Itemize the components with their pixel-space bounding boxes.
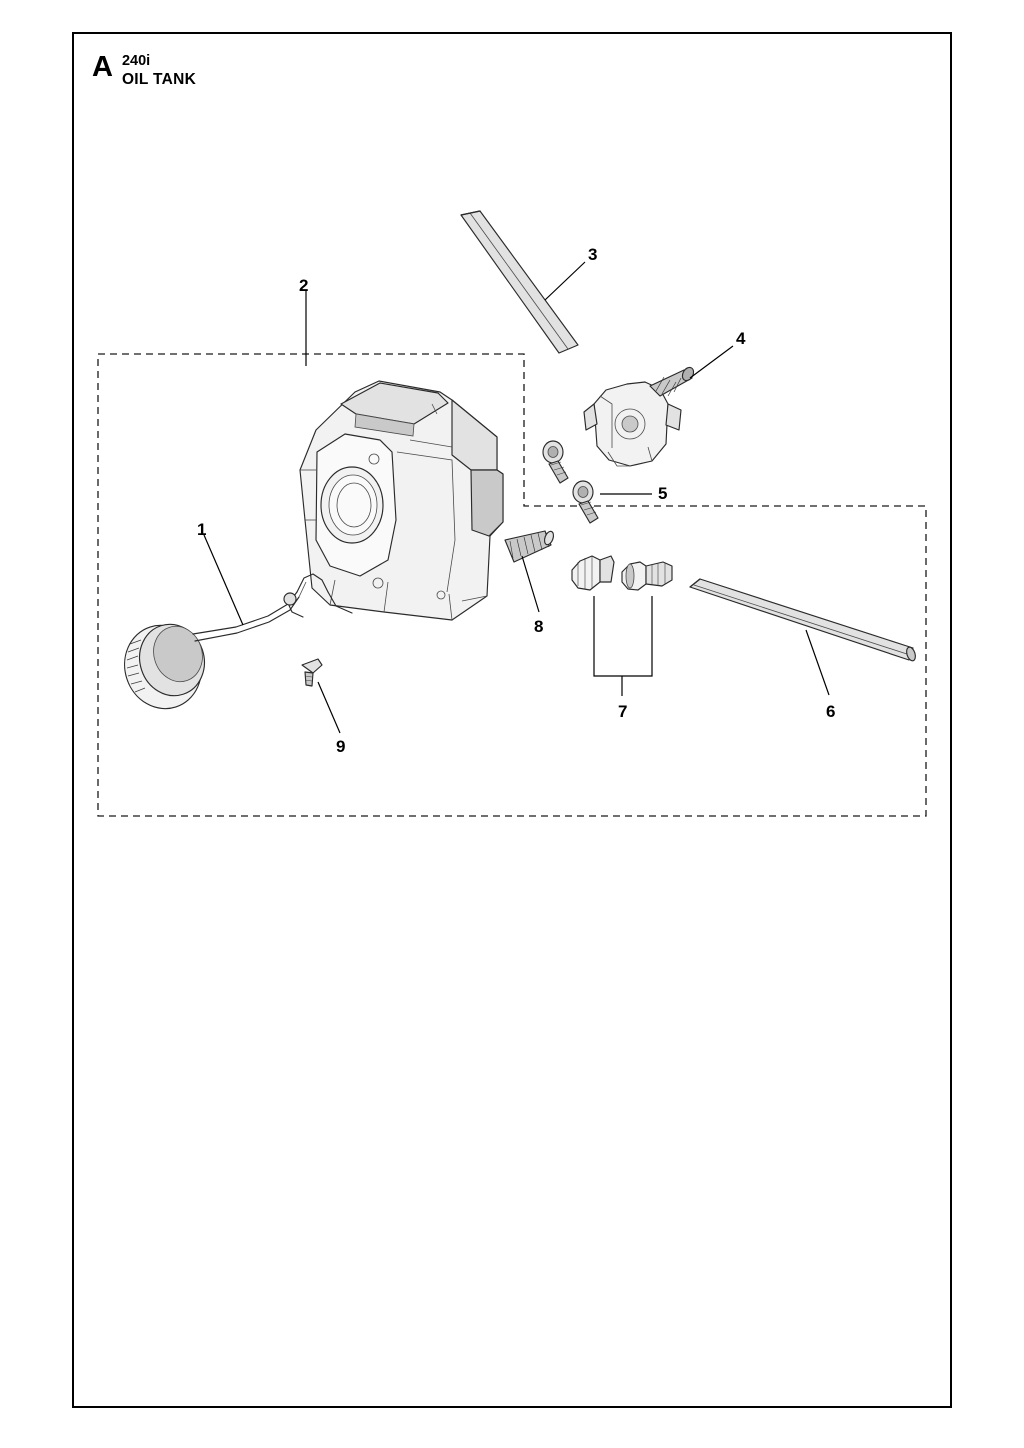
section-letter: A: [92, 51, 113, 83]
callout-8: 8: [534, 617, 544, 636]
part-oil-pump: [584, 365, 696, 466]
leader-3: [545, 262, 585, 300]
assembly-group-outline: [98, 354, 926, 816]
part-filter-screen: [505, 530, 555, 562]
part-oil-cap-assembly: [114, 574, 352, 719]
page-title: OIL TANK: [121, 71, 197, 88]
callout-1: 1: [197, 520, 207, 539]
callout-3: 3: [588, 245, 598, 264]
callout-7: 7: [618, 702, 628, 721]
callout-5: 5: [658, 484, 668, 503]
model-label: 240i: [121, 53, 151, 69]
part-screw-small: [302, 659, 322, 686]
callout-9: 9: [336, 737, 346, 756]
leader-9: [318, 682, 340, 733]
callout-6: 6: [826, 702, 836, 721]
callout-4: 4: [736, 329, 746, 348]
part-screws: [543, 441, 598, 523]
leader-6: [806, 630, 829, 695]
part-oil-tank-housing: [300, 381, 503, 620]
leader-8: [522, 556, 539, 612]
leader-1: [204, 535, 243, 625]
part-suction-hose: [690, 579, 917, 662]
callout-2: 2: [299, 276, 309, 295]
part-hose-upper: [461, 211, 578, 353]
leader-4: [690, 346, 733, 378]
part-connector-set: [572, 556, 672, 696]
